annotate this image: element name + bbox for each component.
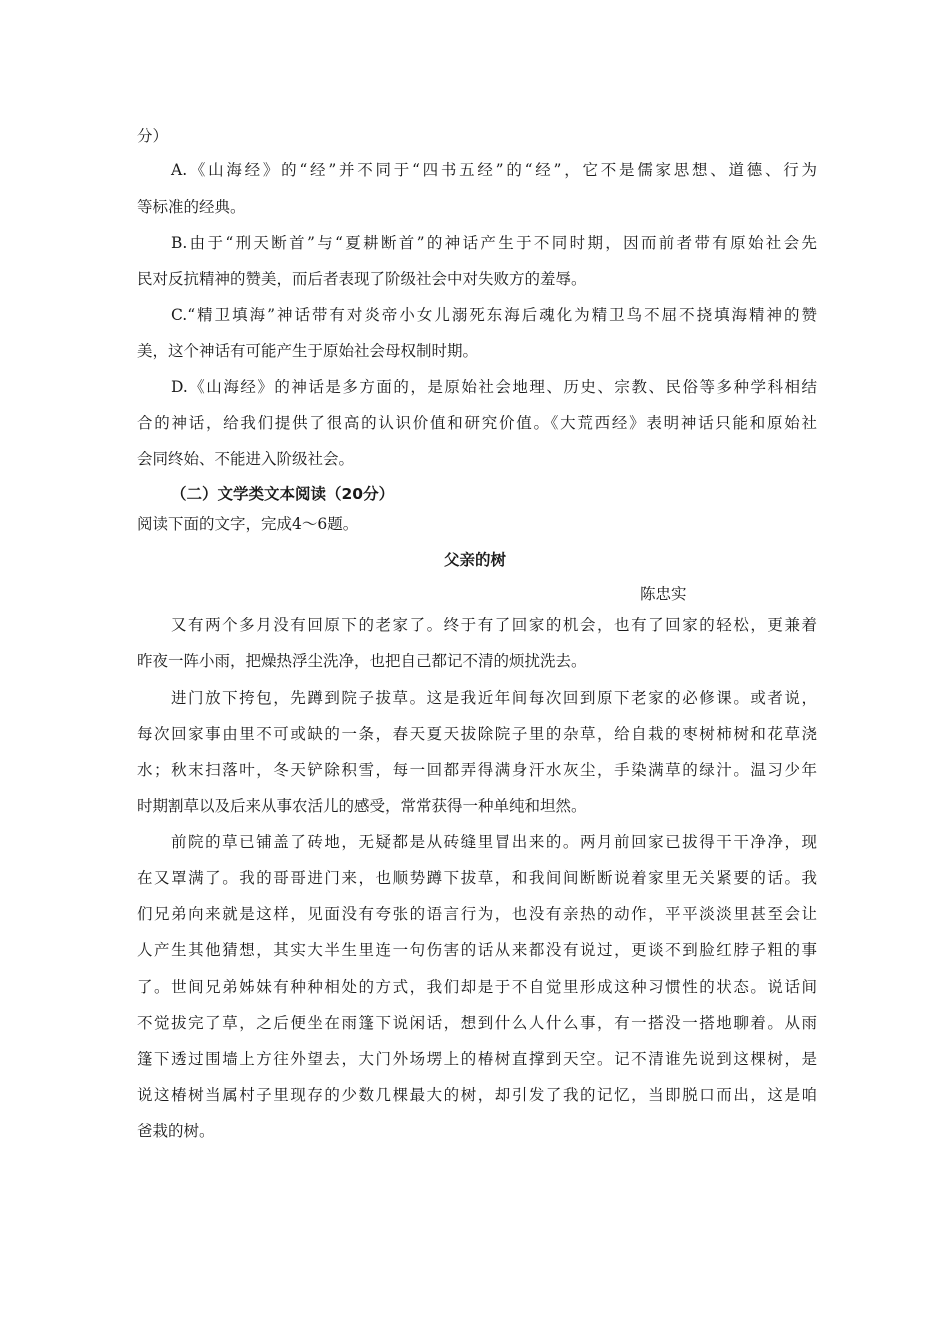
question-tail: 分） [137,127,169,145]
p2-line-4: 时期割草以及后来从事农活儿的感受，常常获得一种单纯和坦然。 [137,797,587,815]
option-d-line-2: 合的神话，给我们提供了很高的认识价值和研究价值。《大荒西经》表明神话只能和原始社 [137,414,817,432]
option-c-line-1: C.“精卫填海”神话带有对炎帝小女儿溺死东海后魂化为精卫鸟不屈不挠填海精神的赞 [171,306,817,324]
p1-line-1: 又有两个多月没有回原下的老家了。终于有了回家的机会，也有了回家的轻松，更兼着 [171,616,817,634]
p2-line-3: 水；秋末扫落叶，冬天铲除积雪，每一回都弄得满身汗水灰尘，手染满草的绿汁。温习少年 [137,761,817,779]
option-b-line-1: B.由于“刑天断首”与“夏耕断首”的神话产生于不同时期，因而前者带有原始社会先 [171,234,817,252]
instruction: 阅读下面的文字，完成4～6题。 [137,515,359,533]
article-author: 陈忠实 [640,585,687,603]
p3-line-7: 篷下透过围墙上方往外望去，大门外场塄上的椿树直撑到天空。记不清谁先说到这棵树，是 [137,1050,817,1068]
p3-line-3: 们兄弟向来就是这样，见面没有夸张的语言行为，也没有亲热的动作，平平淡淡里甚至会让 [137,905,817,923]
p3-line-4: 人产生其他猜想，其实大半生里连一句伤害的话从来都没有说过，更谈不到脸红脖子粗的事 [137,941,817,959]
option-d-line-3: 会同终始、不能进入阶级社会。 [137,450,355,468]
p2-line-2: 每次回家事由里不可或缺的一条，春天夏天拔除院子里的杂草，给自栽的枣树柿树和花草浇 [137,725,817,743]
option-a-line-2: 等标准的经典。 [137,198,246,216]
p3-line-2: 在又罩满了。我的哥哥进门来，也顺势蹲下拔草，和我间间断断说着家里无关紧要的话。我 [137,869,817,887]
p3-line-1: 前院的草已铺盖了砖地，无疑都是从砖缝里冒出来的。两月前回家已拔得干干净净，现 [171,833,817,851]
option-a-line-1: A.《山海经》的“经”并不同于“四书五经”的“经”，它不是儒家思想、道德、行为 [171,161,817,179]
option-b-line-2: 民对反抗精神的赞美，而后者表现了阶级社会中对失败方的羞辱。 [137,270,587,288]
p3-line-5: 了。世间兄弟姊妹有种种相处的方式，我们却是于不自觉里形成这种习惯性的状态。说话间 [137,978,817,996]
p1-line-2: 昨夜一阵小雨，把燥热浮尘洗净，也把自己都记不清的烦扰洗去。 [137,652,587,670]
p3-line-9: 爸栽的树。 [137,1122,215,1140]
p3-line-6: 不觉拔完了草，之后便坐在雨篷下说闲话，想到什么人什么事，有一搭没一搭地聊着。从雨 [137,1014,817,1032]
option-d-line-1: D.《山海经》的神话是多方面的，是原始社会地理、历史、宗教、民俗等多种学科相结 [171,378,817,396]
option-c-line-2: 美，这个神话有可能产生于原始社会母权制时期。 [137,342,479,360]
p3-line-8: 说这椿树当属村子里现存的少数几棵最大的树，却引发了我的记忆，当即脱口而出，这是咱 [137,1086,817,1104]
section-heading: （二）文学类文本阅读（20分） [171,485,395,503]
article-title: 父亲的树 [443,551,506,569]
p2-line-1: 进门放下挎包，先蹲到院子拔草。这是我近年间每次回到原下老家的必修课。或者说， [171,689,817,707]
